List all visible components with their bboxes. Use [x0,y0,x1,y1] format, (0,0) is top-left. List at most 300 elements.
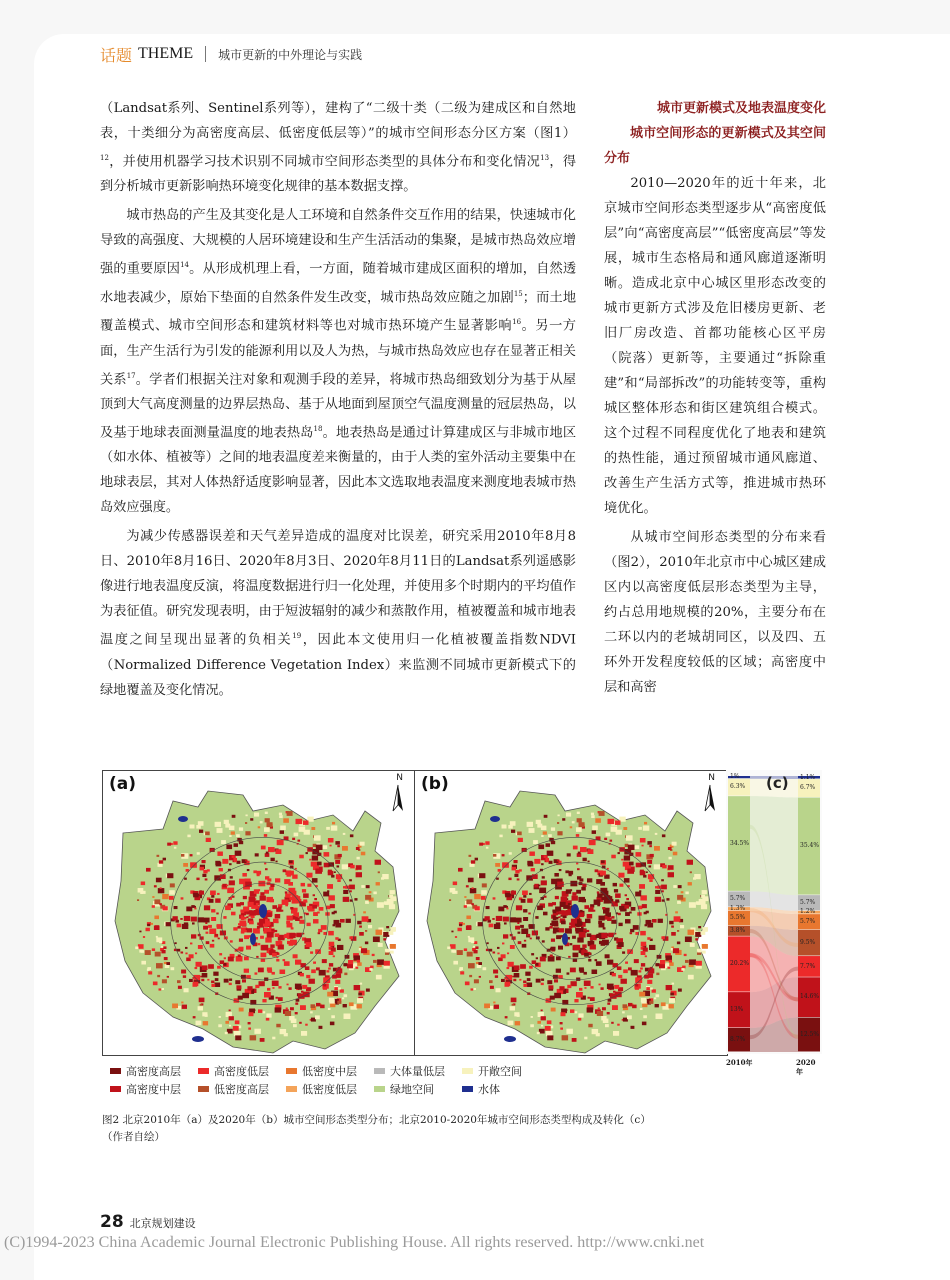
map-patch [141,961,146,965]
map-patch [478,962,482,965]
map-patch [356,847,360,850]
map-patch [332,912,335,915]
map-patch [194,908,196,910]
map-patch [246,911,250,914]
map-panel-2010 [102,770,416,1056]
map-patch [205,922,207,924]
map-patch [181,970,186,974]
map-patch [538,885,540,887]
map-patch [624,878,630,883]
map-patch [261,846,266,850]
map-patch [641,951,646,955]
map-patch [295,1012,298,1014]
map-patch [272,953,277,957]
map-patch [596,961,602,966]
map-patch [278,940,281,942]
map-patch [287,984,289,986]
map-patch [572,892,576,895]
map-patch [202,965,208,970]
map-patch [571,981,577,986]
map-patch [522,944,527,948]
map-patch [518,932,521,934]
map-patch [613,991,616,993]
map-patch [613,883,617,887]
map-patch [540,957,546,962]
map-patch [242,873,247,877]
map-patch [493,952,496,954]
map-patch [202,860,206,863]
map-patch [697,949,702,953]
publication-name: 北京规划建设 [129,1217,196,1230]
map-patch [202,874,206,877]
map-patch [541,979,544,981]
map-patch [386,926,389,928]
map-patch [311,1004,316,1008]
map-patch [300,973,304,976]
map-patch [591,815,595,818]
map-outline [115,791,399,1053]
map-patch [174,942,176,944]
map-patch [239,1008,244,1012]
map-patch [595,869,599,872]
map-patch [329,998,334,1002]
legend-item [374,1063,462,1079]
map-patch [291,909,297,914]
map-patch [309,859,311,861]
map-patch [287,811,293,816]
map-patch [546,843,551,847]
map-patch [365,895,371,900]
map-patch [267,988,270,991]
map-patch [313,919,319,923]
map-patch [503,905,507,908]
map-patch [695,938,698,940]
map-patch [642,1003,647,1007]
map-patch [580,969,585,973]
map-patch [603,909,609,914]
map-patch [669,960,672,963]
map-patch [471,988,474,990]
map-patch [573,953,579,958]
map-patch [284,879,290,884]
map-patch [627,869,634,874]
map-patch [628,1003,632,1007]
map-patch [597,894,602,898]
map-patch [689,902,696,908]
right-paragraph-2: 从城市空间形态类型的分布来看（图2），2010年北京市中心城区建成区内以高密度低层形态类型为主导，约占总用地规模的20%，主要分布在二环以内的老城胡同区，以及四、五环外开发程度较低的区域；高密度中层和高密 [604,530,826,695]
map-patch [468,936,470,938]
map-patch [229,880,235,885]
map-patch [633,925,639,930]
map-patch [459,967,463,970]
map-patch [307,906,312,910]
map-patch [198,945,203,949]
map-patch [142,891,146,894]
map-patch [528,913,530,915]
map-patch [143,936,145,938]
map-patch [615,893,621,898]
map-patch [486,906,490,909]
map-patch [262,999,266,1002]
map-patch [625,894,627,896]
map-patch [245,860,248,862]
map-patch [677,930,679,932]
map-patch [635,892,641,897]
map-patch [225,1021,229,1024]
map-patch [299,1022,302,1024]
map-patch [514,965,520,970]
map-patch [359,926,362,928]
map-patch [178,986,182,989]
map-patch [539,888,546,894]
map-patch [278,907,282,910]
map-patch [673,948,679,953]
map-patch [242,993,249,998]
map-patch [578,1013,583,1017]
map-patch [678,885,682,888]
map-patch [299,916,302,919]
map-patch [614,985,619,989]
map-patch [512,1004,514,1006]
north-label: N [708,773,715,783]
map-patch [588,1024,592,1028]
map-patch [290,1007,294,1010]
map-2020-shapes [427,791,711,1053]
map-patch [189,954,194,958]
panel-label-a: (a) [109,774,137,794]
map-patch [254,929,260,934]
map-patch [623,862,629,867]
map-patch [348,960,353,964]
map-patch [474,894,481,899]
north-label: N [396,773,403,783]
map-patch [275,930,278,932]
map-patch [311,827,315,830]
map-patch [583,929,586,932]
map-patch [641,998,646,1002]
map-patch [360,983,363,985]
map-patch [218,938,220,940]
map-patch [543,831,547,834]
map-patch [471,903,474,905]
map-patch [161,946,163,948]
map-patch [532,960,537,964]
map-patch [346,919,351,923]
map-patch [365,930,367,932]
transition-flow [750,796,798,895]
map-patch [237,861,241,864]
caption-line-1: 图2 北京2010年（a）及2020年（b）城市空间形态类型分布；北京2010-2020年城市空间形态类型构成及转化（c） [102,1114,651,1126]
map-patch [354,985,361,990]
map-patch [277,840,284,846]
map-patch [515,1021,520,1025]
map-patch [317,862,322,866]
map-patch [229,826,235,830]
map-patch [240,910,244,913]
map-patch [189,979,193,982]
data-label: 12.5% [800,1030,820,1038]
map-patch [611,1022,614,1024]
map-patch [554,873,559,877]
map-patch [221,840,226,844]
map-patch [261,953,267,958]
map-patch [228,957,234,962]
map-patch [239,879,246,885]
map-patch [508,878,511,881]
map-patch [280,1029,287,1034]
map-patch [357,1004,362,1008]
map-patch [631,1026,635,1029]
map-patch [541,880,547,885]
map-patch [312,856,318,861]
map-patch [159,988,162,990]
map-patch [588,861,590,863]
map-patch [624,856,630,861]
map-patch [311,862,317,867]
data-label: 5.7% [800,898,816,906]
map-patch [328,968,331,970]
map-patch [587,930,590,932]
map-patch [666,985,673,990]
map-patch [319,1026,323,1029]
map-patch [613,1031,619,1036]
map-patch [241,931,245,934]
map-patch [561,1012,566,1016]
map-patch [247,986,252,990]
map-patch [523,981,526,984]
map-patch [654,997,656,999]
map-patch [255,985,259,988]
map-patch [357,962,362,966]
map-patch [135,947,138,950]
map-patch [235,851,242,856]
map-patch [508,1021,514,1026]
right-paragraph-1: 2010—2020年的近十年来，北京城市空间形态类型逐步从“高密度低层”向“高密度高层”“低密度高层”等发展，城市生态格局和通风廊道逐渐明晰。造成北京中心城区里形态改变的城市更新方式涉及危旧楼房更新、老旧厂房改造、首都功能核心区平房（院落）更新等，主要通过“拆除重建”和“局部拆改”的功能转变等，重构城区整体形态和街区建筑组合模式。这个过程不同程度优化了地表和建筑的热性能，通过预留城市通风廊道、改善生产生活方式等，推进城市热环境优化。 [604,176,826,516]
map-patch [570,968,576,973]
map-patch [531,868,535,871]
map-patch [582,944,586,948]
map-patch [551,827,555,830]
map-patch [595,818,601,823]
paragraph-3: 为减少传感器误差和天气差异造成的温度对比误差，研究采用2010年8月8日、2010年8月16日、2020年8月3日、2020年8月11日的Landsat系列遥感影像进行地表温度反演，将温度数据进行归一化处理，并使用多个时期内的平均值作为表征值。研究发现表明，由于短波辐射的减少和蒸散作用，植被覆盖和城市地表温度之间呈现出显著的负相关$^{19}$，因此本文使用归一化植被覆盖指数NDVI（Normalized Difference Vegetation Index）来监测不同城市更新模式下的绿地覆盖及变化情况。 [100,529,576,698]
transition-chart [726,770,822,1054]
map-patch [304,830,310,835]
map-patch [607,917,612,921]
legend-label: 低密度中层 [302,1065,357,1078]
map-patch [283,869,287,872]
map-patch [151,923,153,925]
map-patch [572,1038,577,1042]
map-patch [662,834,666,837]
map-patch [231,831,235,834]
map-patch [607,1012,610,1014]
map-patch [514,860,518,863]
north-arrow-icon [703,783,717,813]
map-patch [479,873,485,878]
map-patch [246,916,248,918]
page-header [100,40,362,68]
map-patch [541,863,544,865]
map-patch [277,943,279,945]
map-patch [558,879,561,882]
map-patch [235,1020,240,1024]
map-patch [280,826,286,831]
map-patch [517,1014,520,1017]
map-patch [547,1035,553,1040]
map-patch [646,987,650,990]
map-patch [659,964,665,969]
map-patch [250,1035,257,1040]
map-patch [698,926,701,928]
map-patch [584,1037,587,1040]
map-patch [272,1037,275,1040]
map-patch [159,903,162,905]
map-patch [496,988,501,992]
map-patch [574,999,578,1002]
map-patch [246,946,251,950]
map-patch [694,874,701,879]
map-patch [621,859,623,861]
map-patch [378,943,383,947]
map-patch [451,931,453,933]
map-patch [185,953,187,955]
map-patch [257,926,260,929]
map-patch [213,972,218,976]
map-patch [519,979,521,981]
map-patch [623,969,628,973]
map-patch [162,988,165,990]
map-patch [558,928,560,930]
map-patch [152,905,155,908]
map-patch [605,1024,609,1027]
map-patch [478,922,483,926]
map-patch [217,893,220,895]
map-patch [288,871,294,876]
map-patch [652,989,656,992]
map-patch [261,945,268,951]
map-patch [544,896,547,898]
map-patch [248,1022,251,1024]
map-patch [629,862,634,866]
map-patch [507,953,509,955]
map-patch [238,926,241,929]
panel-label-c: (c) [766,774,789,792]
map-patch [447,947,450,950]
legend-label: 高密度中层 [126,1083,181,1096]
map-patch [174,847,177,849]
map-patch [313,894,315,896]
map-patch [336,973,342,978]
legend-item [462,1063,550,1079]
map-patch [596,879,602,884]
map-patch [570,881,577,887]
map-patch [281,910,284,912]
map-patch [484,1004,490,1009]
map-patch [190,943,192,945]
map-patch [544,855,547,858]
map-patch [668,865,674,870]
map-patch [208,964,214,969]
map-patch [211,981,214,984]
map-patch [335,923,341,928]
map-patch [531,953,534,955]
map-2020-drawing [415,771,727,1055]
map-patch [685,960,689,963]
map-patch [599,984,601,986]
map-patch [527,934,530,937]
map-patch [198,1006,203,1010]
map-patch [279,813,282,816]
header-topic: 话题 [100,45,133,65]
map-patch [618,975,622,978]
map-patch [320,1005,325,1009]
map-patch [669,962,674,966]
map-patch [181,897,184,899]
map-patch [587,915,590,918]
map-patch [577,868,580,870]
year-label-2010: 2010年 [726,1058,753,1067]
map-patch [306,873,312,878]
map-patch [329,942,335,946]
map-patch [460,971,464,974]
map-patch [541,1016,546,1020]
map-patch [584,905,589,909]
map-patch [203,870,207,874]
map-patch [155,952,161,957]
map-patch [283,818,289,823]
map-patch [153,982,158,986]
map-patch [385,949,390,953]
map-patch [603,927,606,929]
map-patch [541,826,547,830]
map-patch [196,962,202,967]
map-patch [285,894,290,898]
legend-label: 大体量低层 [390,1065,445,1078]
map-patch [471,941,474,944]
map-patch [253,870,257,873]
map-patch [330,1022,335,1026]
map-patch [495,975,498,978]
map-patch [338,854,342,857]
map-patch [160,887,162,889]
map-patch [183,863,188,867]
map-patch [668,872,674,877]
map-patch [361,948,367,953]
map-patch [669,1004,674,1008]
map-patch [243,896,247,899]
map-patch [517,878,520,880]
map-patch [240,902,244,905]
map-patch [662,865,667,869]
map-patch [329,963,333,967]
map-patch [591,813,594,816]
map-patch [365,942,368,945]
map-patch [264,978,268,981]
map-patch [390,951,394,954]
map-patch [169,896,174,900]
map-patch [164,957,168,960]
legend-label: 开敞空间 [478,1065,522,1078]
map-patch [335,937,338,940]
map-patch [587,878,592,882]
map-patch [464,896,466,898]
map-patch [610,986,614,989]
map-patch [383,932,389,937]
map-patch [193,983,198,987]
map-patch [621,979,627,984]
map-patch [225,1032,228,1034]
map-patch [226,845,232,850]
